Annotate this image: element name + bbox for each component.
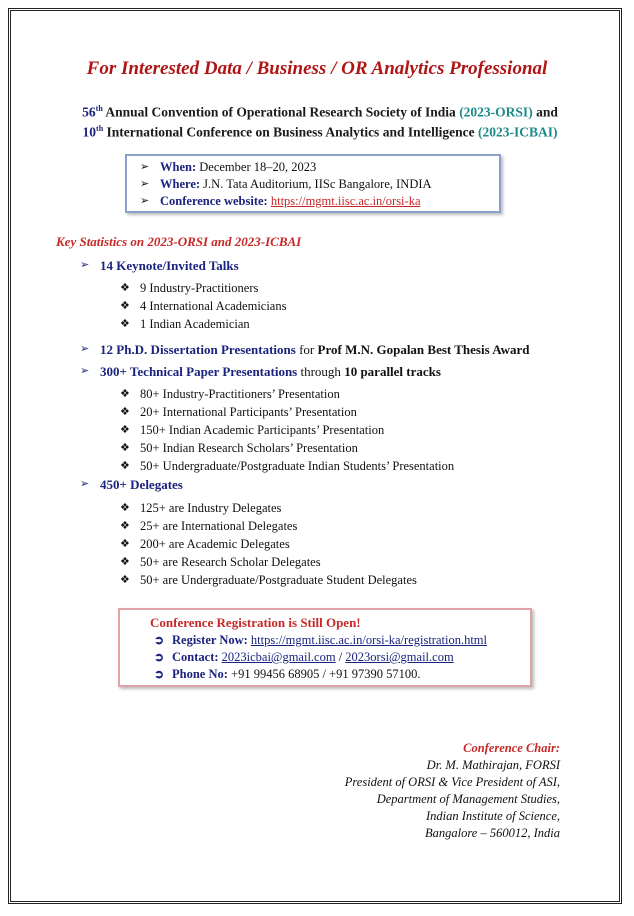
dissertation-item xyxy=(80,342,530,358)
technical-papers-item xyxy=(80,364,441,380)
list-item-text: 125+ are Industry Delegates xyxy=(140,501,282,515)
where-row xyxy=(140,177,432,192)
contact-row xyxy=(154,650,454,665)
register-row xyxy=(154,633,487,648)
orsi-tag: (2023-ORSI) xyxy=(459,104,533,120)
arrow-icon: ➢ xyxy=(80,343,90,355)
dissertation-label: 12 Ph.D. Dissertation Presentations xyxy=(100,342,296,357)
list-item-text: 9 Industry-Practitioners xyxy=(140,281,259,295)
diamond-bullet-icon: ❖ xyxy=(120,520,130,532)
arrow-icon: ➢ xyxy=(140,195,150,207)
diamond-bullet-icon: ❖ xyxy=(120,282,130,294)
website-link[interactable]: https://mgmt.iisc.ac.in/orsi-ka xyxy=(270,194,421,208)
list-item-text: 25+ are International Delegates xyxy=(140,519,298,533)
ordinal-suffix: th xyxy=(95,104,103,113)
chair-line: President of ORSI & Vice President of ASI, xyxy=(344,775,560,789)
diamond-bullet-icon: ❖ xyxy=(120,460,130,472)
convention-line-icbai xyxy=(40,124,600,141)
diamond-bullet-icon: ❖ xyxy=(120,406,130,418)
list-item xyxy=(120,519,298,534)
register-label: Register Now: xyxy=(172,633,248,647)
ordinal-number: 56 xyxy=(82,104,96,120)
conference-text: International Conference on Business Analytics and Intelligence xyxy=(103,124,478,140)
list-item-text: 200+ are Academic Delegates xyxy=(140,537,290,551)
list-item xyxy=(120,299,287,314)
phone-label: Phone No: xyxy=(172,667,228,681)
registration-box xyxy=(118,608,532,687)
dissertation-for: for xyxy=(295,342,318,357)
arrow-icon: ➲ xyxy=(154,633,165,647)
diamond-bullet-icon: ❖ xyxy=(120,538,130,550)
technical-papers-label: 300+ Technical Paper Presentations xyxy=(100,364,298,379)
email-link-icbai[interactable]: 2023icbai@gmail.com xyxy=(221,650,336,664)
arrow-icon: ➢ xyxy=(80,259,90,271)
key-statistics-heading: Key Statistics on 2023-ORSI and 2023-ICBAI xyxy=(56,234,302,249)
list-item-text: 20+ International Participants’ Presentation xyxy=(140,405,357,419)
chair-line: Department of Management Studies, xyxy=(376,792,560,806)
chair-line: Indian Institute of Science, xyxy=(426,809,560,823)
ordinal-number: 10 xyxy=(82,124,97,140)
list-item xyxy=(120,573,417,588)
list-item xyxy=(120,459,455,474)
phone-row xyxy=(154,667,421,682)
list-item xyxy=(120,387,340,402)
where-label: Where: xyxy=(160,177,201,191)
list-item-text: 4 International Academicians xyxy=(140,299,287,313)
arrow-icon: ➲ xyxy=(154,667,165,681)
chair-line: Dr. M. Mathirajan, FORSI xyxy=(426,758,560,772)
diamond-bullet-icon: ❖ xyxy=(120,424,130,436)
contact-label: Contact: xyxy=(172,650,219,664)
delegates-label: 450+ Delegates xyxy=(100,477,183,492)
diamond-bullet-icon: ❖ xyxy=(120,574,130,586)
event-info-box xyxy=(125,154,501,213)
email-link-orsi[interactable]: 2023orsi@gmail.com xyxy=(345,650,454,664)
phone-value: +91 99456 68905 / +91 97390 57100. xyxy=(231,667,421,681)
list-item xyxy=(120,423,385,438)
convention-and: and xyxy=(532,104,558,120)
list-item xyxy=(120,441,358,456)
list-item xyxy=(120,537,290,552)
list-item xyxy=(120,501,282,516)
keynote-talks-item xyxy=(80,258,239,274)
list-item-text: 50+ Undergraduate/Postgraduate Indian Students’ Presentation xyxy=(140,459,455,473)
parallel-tracks: 10 parallel tracks xyxy=(344,364,441,379)
diamond-bullet-icon: ❖ xyxy=(120,442,130,454)
website-row xyxy=(140,194,421,209)
arrow-icon: ➢ xyxy=(80,365,90,377)
list-item-text: 50+ are Research Scholar Delegates xyxy=(140,555,321,569)
where-value: J.N. Tata Auditorium, IISc Bangalore, INDIA xyxy=(203,177,432,191)
chair-heading: Conference Chair: xyxy=(463,741,560,755)
diamond-bullet-icon: ❖ xyxy=(120,318,130,330)
list-item xyxy=(120,281,259,296)
email-separator: / xyxy=(335,650,346,664)
technical-papers-through: through xyxy=(297,364,345,379)
website-label: Conference website: xyxy=(160,194,268,208)
arrow-icon: ➢ xyxy=(140,178,150,190)
arrow-icon: ➢ xyxy=(140,161,150,173)
ordinal-suffix: th xyxy=(96,124,104,133)
list-item-text: 80+ Industry-Practitioners’ Presentation xyxy=(140,387,340,401)
list-item xyxy=(120,405,357,420)
icbai-tag: (2023-ICBAI) xyxy=(477,124,558,140)
keynote-talks-label: 14 Keynote/Invited Talks xyxy=(100,258,239,273)
arrow-icon: ➲ xyxy=(154,650,165,664)
delegates-item xyxy=(80,477,183,493)
arrow-icon: ➢ xyxy=(80,478,90,490)
when-label: When: xyxy=(160,160,197,174)
when-value: December 18–20, 2023 xyxy=(199,160,317,174)
chair-line: Bangalore – 560012, India xyxy=(425,826,560,840)
list-item-text: 50+ Indian Research Scholars’ Presentation xyxy=(140,441,358,455)
when-row xyxy=(140,160,317,175)
diamond-bullet-icon: ❖ xyxy=(120,300,130,312)
list-item-text: 150+ Indian Academic Participants’ Presentation xyxy=(140,423,385,437)
registration-heading: Conference Registration is Still Open! xyxy=(150,615,361,630)
convention-text: Annual Convention of Operational Research Society of India xyxy=(102,104,460,120)
thesis-award: Prof M.N. Gopalan Best Thesis Award xyxy=(317,342,530,357)
diamond-bullet-icon: ❖ xyxy=(120,502,130,514)
list-item-text: 1 Indian Academician xyxy=(140,317,250,331)
list-item xyxy=(120,317,250,332)
convention-line-orsi xyxy=(40,104,600,121)
diamond-bullet-icon: ❖ xyxy=(120,388,130,400)
registration-link[interactable]: https://mgmt.iisc.ac.in/orsi-ka/registration.html xyxy=(250,633,487,647)
page-title: For Interested Data / Business / OR Analytics Professional xyxy=(86,58,548,79)
list-item xyxy=(120,555,321,570)
diamond-bullet-icon: ❖ xyxy=(120,556,130,568)
list-item-text: 50+ are Undergraduate/Postgraduate Student Delegates xyxy=(140,573,417,587)
